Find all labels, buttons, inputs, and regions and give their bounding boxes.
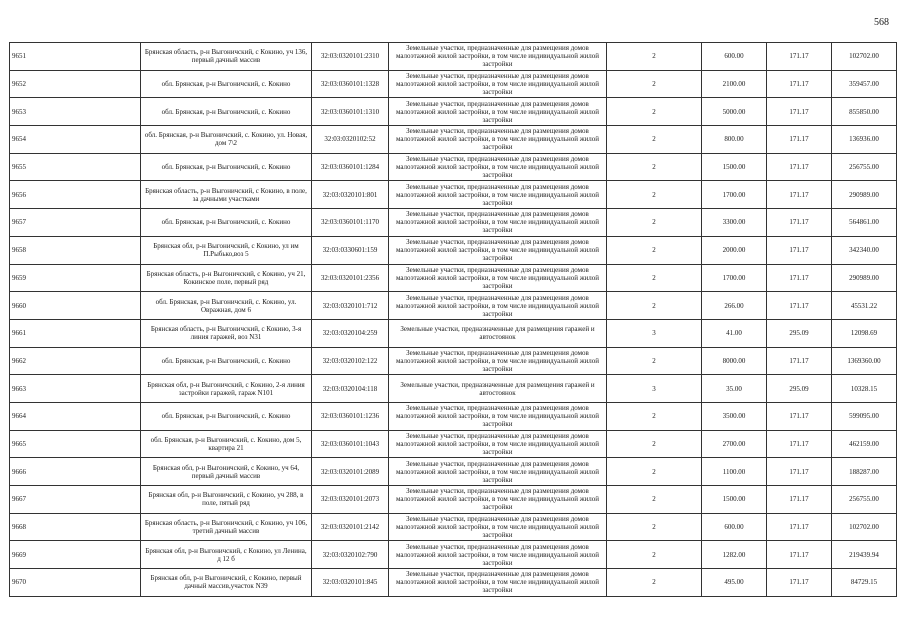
cadastral-value-cell: 342340.00 (832, 236, 897, 264)
specific-value-cell: 171.17 (767, 402, 832, 430)
table-row (10, 375, 897, 403)
group-cell: 2 (607, 292, 702, 320)
row-number: 9653 (10, 98, 141, 126)
address-cell: Брянская обл, р-н Выгоничский, с Кокино, 2-я линия застройки гаражей, гараж N101 (141, 375, 312, 403)
cadastral-number-cell: 32:03:0320101:2089 (312, 458, 389, 486)
address-cell: обл. Брянская, р-н Выгоничский, с. Кокино, ул. Новая, дом 7\2 (141, 126, 312, 154)
specific-value-cell: 171.17 (767, 513, 832, 541)
land-use-cell: Земельные участки, предназначенные для размещения домов малоэтажной жилой застройки, в том числе индивидуальной жилой застройки (389, 402, 607, 430)
group-cell: 2 (607, 236, 702, 264)
land-use-cell: Земельные участки, предназначенные для размещения домов малоэтажной жилой застройки, в том числе индивидуальной жилой застройки (389, 209, 607, 237)
table-row (10, 153, 897, 181)
land-use-cell: Земельные участки, предназначенные для размещения домов малоэтажной жилой застройки, в том числе индивидуальной жилой застройки (389, 486, 607, 514)
cadastral-value-cell: 102702.00 (832, 43, 897, 71)
land-use-cell: Земельные участки, предназначенные для размещения домов малоэтажной жилой застройки, в том числе индивидуальной жилой застройки (389, 347, 607, 375)
cadastral-value-cell: 855850.00 (832, 98, 897, 126)
specific-value-cell: 171.17 (767, 153, 832, 181)
cadastral-number-cell: 32:03:0320104:118 (312, 375, 389, 403)
land-use-cell: Земельные участки, предназначенные для размещения домов малоэтажной жилой застройки, в том числе индивидуальной жилой застройки (389, 236, 607, 264)
specific-value-cell: 295.09 (767, 375, 832, 403)
table-body (10, 43, 897, 597)
cadastral-value-cell: 256755.00 (832, 486, 897, 514)
area-cell: 35.00 (702, 375, 767, 403)
specific-value-cell: 171.17 (767, 458, 832, 486)
cadastral-value-cell: 12098.69 (832, 319, 897, 347)
cadastral-number-cell: 32:03:0320101:801 (312, 181, 389, 209)
address-cell: обл. Брянская, р-н Выгоничский, с. Кокино, дом 5, квартира 21 (141, 430, 312, 458)
area-cell: 266.00 (702, 292, 767, 320)
table-row (10, 513, 897, 541)
cadastral-value-cell: 188287.00 (832, 458, 897, 486)
area-cell: 600.00 (702, 513, 767, 541)
group-cell: 2 (607, 126, 702, 154)
row-number: 9655 (10, 153, 141, 181)
area-cell: 3300.00 (702, 209, 767, 237)
table-row (10, 402, 897, 430)
address-cell: Брянская обл, р-н Выгоничский, с Кокино, ул им П.Рыбько,воз 5 (141, 236, 312, 264)
land-use-cell: Земельные участки, предназначенные для размещения домов малоэтажной жилой застройки, в том числе индивидуальной жилой застройки (389, 458, 607, 486)
group-cell: 2 (607, 541, 702, 569)
address-cell: Брянская область, р-н Выгоничский, с Кокино, уч 106, третий дачный массив (141, 513, 312, 541)
group-cell: 2 (607, 486, 702, 514)
land-use-cell: Земельные участки, предназначенные для размещения домов малоэтажной жилой застройки, в том числе индивидуальной жилой застройки (389, 569, 607, 597)
cadastral-value-cell: 45531.22 (832, 292, 897, 320)
table-row (10, 430, 897, 458)
table-row (10, 126, 897, 154)
land-use-cell: Земельные участки, предназначенные для размещения домов малоэтажной жилой застройки, в том числе индивидуальной жилой застройки (389, 430, 607, 458)
specific-value-cell: 171.17 (767, 347, 832, 375)
row-number: 9651 (10, 43, 141, 71)
cadastral-number-cell: 32:03:0360101:1284 (312, 153, 389, 181)
address-cell: Брянская область, р-н Выгоничский, с Кокино, уч 136, первый дачный массив (141, 43, 312, 71)
area-cell: 2700.00 (702, 430, 767, 458)
land-use-cell: Земельные участки, предназначенные для размещения домов малоэтажной жилой застройки, в том числе индивидуальной жилой застройки (389, 98, 607, 126)
specific-value-cell: 295.09 (767, 319, 832, 347)
address-cell: Брянская обл, р-н Выгоничский, с Кокино, уч 288, в поле, пятый ряд (141, 486, 312, 514)
land-use-cell: Земельные участки, предназначенные для размещения домов малоэтажной жилой застройки, в том числе индивидуальной жилой застройки (389, 181, 607, 209)
table-row (10, 347, 897, 375)
address-cell: обл. Брянская, р-н Выгоничский, с. Кокино (141, 209, 312, 237)
specific-value-cell: 171.17 (767, 98, 832, 126)
row-number: 9654 (10, 126, 141, 154)
cadastral-value-cell: 10328.15 (832, 375, 897, 403)
cadastral-number-cell: 32:03:0360101:1328 (312, 70, 389, 98)
table-row (10, 43, 897, 71)
cadastral-value-cell: 359457.00 (832, 70, 897, 98)
row-number: 9656 (10, 181, 141, 209)
group-cell: 2 (607, 43, 702, 71)
cadastral-value-cell: 1369360.00 (832, 347, 897, 375)
group-cell: 2 (607, 181, 702, 209)
group-cell: 3 (607, 319, 702, 347)
group-cell: 2 (607, 569, 702, 597)
specific-value-cell: 171.17 (767, 292, 832, 320)
specific-value-cell: 171.17 (767, 264, 832, 292)
specific-value-cell: 171.17 (767, 209, 832, 237)
area-cell: 41.00 (702, 319, 767, 347)
row-number: 9652 (10, 70, 141, 98)
group-cell: 2 (607, 402, 702, 430)
row-number: 9665 (10, 430, 141, 458)
area-cell: 1700.00 (702, 264, 767, 292)
address-cell: Брянская обл, р-н Выгоничский, с Кокино, уч 64, первый дачный массив (141, 458, 312, 486)
row-number: 9670 (10, 569, 141, 597)
cadastral-value-cell: 564861.00 (832, 209, 897, 237)
land-use-cell: Земельные участки, предназначенные для размещения гаражей и автостоянок (389, 375, 607, 403)
area-cell: 600.00 (702, 43, 767, 71)
group-cell: 2 (607, 264, 702, 292)
cadastral-number-cell: 32:03:0360101:1170 (312, 209, 389, 237)
cadastral-number-cell: 32:03:0360101:1043 (312, 430, 389, 458)
address-cell: обл. Брянская, р-н Выгоничский, с. Кокино (141, 402, 312, 430)
cadastral-value-cell: 102702.00 (832, 513, 897, 541)
cadastral-value-cell: 84729.15 (832, 569, 897, 597)
address-cell: Брянская обл, р-н Выгоничский, с Кокино, первый дачный массив,участок N39 (141, 569, 312, 597)
address-cell: Брянская область, р-н Выгоничский, с Кокино, в поле, за дачными участками (141, 181, 312, 209)
row-number: 9664 (10, 402, 141, 430)
row-number: 9658 (10, 236, 141, 264)
specific-value-cell: 171.17 (767, 236, 832, 264)
area-cell: 5000.00 (702, 98, 767, 126)
cadastral-value-cell: 290989.00 (832, 264, 897, 292)
land-use-cell: Земельные участки, предназначенные для размещения домов малоэтажной жилой застройки, в том числе индивидуальной жилой застройки (389, 43, 607, 71)
table-row (10, 486, 897, 514)
row-number: 9660 (10, 292, 141, 320)
area-cell: 2000.00 (702, 236, 767, 264)
row-number: 9667 (10, 486, 141, 514)
cadastral-number-cell: 32:03:0320101:712 (312, 292, 389, 320)
row-number: 9669 (10, 541, 141, 569)
table-row (10, 181, 897, 209)
table-row (10, 209, 897, 237)
table-row (10, 98, 897, 126)
address-cell: обл. Брянская, р-н Выгоничский, с. Кокино (141, 347, 312, 375)
row-number: 9666 (10, 458, 141, 486)
land-use-cell: Земельные участки, предназначенные для размещения домов малоэтажной жилой застройки, в том числе индивидуальной жилой застройки (389, 264, 607, 292)
address-cell: Брянская область, р-н Выгоничский, с Кокино, 3-я линия гаражей, воз N31 (141, 319, 312, 347)
table-row (10, 264, 897, 292)
cadastral-value-cell: 599095.00 (832, 402, 897, 430)
land-use-cell: Земельные участки, предназначенные для размещения домов малоэтажной жилой застройки, в том числе индивидуальной жилой застройки (389, 292, 607, 320)
table-row (10, 569, 897, 597)
row-number: 9659 (10, 264, 141, 292)
row-number: 9662 (10, 347, 141, 375)
specific-value-cell: 171.17 (767, 430, 832, 458)
area-cell: 1100.00 (702, 458, 767, 486)
table-row (10, 319, 897, 347)
specific-value-cell: 171.17 (767, 541, 832, 569)
area-cell: 800.00 (702, 126, 767, 154)
table-row (10, 70, 897, 98)
area-cell: 1500.00 (702, 486, 767, 514)
specific-value-cell: 171.17 (767, 70, 832, 98)
cadastral-number-cell: 32:03:0320101:845 (312, 569, 389, 597)
cadastral-number-cell: 32:03:0320104:259 (312, 319, 389, 347)
group-cell: 2 (607, 70, 702, 98)
area-cell: 3500.00 (702, 402, 767, 430)
group-cell: 2 (607, 513, 702, 541)
row-number: 9663 (10, 375, 141, 403)
address-cell: Брянская область, р-н Выгоничский, с Кокино, уч 21, Кокинское поле, первый ряд (141, 264, 312, 292)
table-row (10, 541, 897, 569)
specific-value-cell: 171.17 (767, 181, 832, 209)
row-number: 9668 (10, 513, 141, 541)
land-use-cell: Земельные участки, предназначенные для размещения домов малоэтажной жилой застройки, в том числе индивидуальной жилой застройки (389, 513, 607, 541)
land-use-cell: Земельные участки, предназначенные для размещения домов малоэтажной жилой застройки, в том числе индивидуальной жилой застройки (389, 70, 607, 98)
cadastral-number-cell: 32:03:0330601:159 (312, 236, 389, 264)
land-use-cell: Земельные участки, предназначенные для размещения гаражей и автостоянок (389, 319, 607, 347)
specific-value-cell: 171.17 (767, 486, 832, 514)
cadastral-number-cell: 32:03:0320101:2310 (312, 43, 389, 71)
area-cell: 1500.00 (702, 153, 767, 181)
cadastral-number-cell: 32:03:0320101:2142 (312, 513, 389, 541)
cadastral-value-table (9, 42, 897, 597)
page-number: 568 (874, 17, 889, 28)
area-cell: 495.00 (702, 569, 767, 597)
table-row (10, 292, 897, 320)
cadastral-value-cell: 290989.00 (832, 181, 897, 209)
address-cell: обл. Брянская, р-н Выгоничский, с. Кокино (141, 70, 312, 98)
table-row (10, 458, 897, 486)
row-number: 9661 (10, 319, 141, 347)
address-cell: обл. Брянская, р-н Выгоничский, с. Кокино, ул. Овражная, дом 6 (141, 292, 312, 320)
cadastral-value-cell: 462159.00 (832, 430, 897, 458)
cadastral-number-cell: 32:03:0320101:2073 (312, 486, 389, 514)
cadastral-number-cell: 32:03:0320102:122 (312, 347, 389, 375)
cadastral-number-cell: 32:03:0320101:2356 (312, 264, 389, 292)
cadastral-number-cell: 32:03:0360101:1236 (312, 402, 389, 430)
specific-value-cell: 171.17 (767, 43, 832, 71)
cadastral-number-cell: 32:03:0360101:1310 (312, 98, 389, 126)
address-cell: Брянская обл, р-н Выгоничский, с Кокино, ул Ленина, д 12 б (141, 541, 312, 569)
cadastral-value-cell: 256755.00 (832, 153, 897, 181)
specific-value-cell: 171.17 (767, 569, 832, 597)
group-cell: 2 (607, 347, 702, 375)
table-row (10, 236, 897, 264)
group-cell: 2 (607, 430, 702, 458)
land-use-cell: Земельные участки, предназначенные для размещения домов малоэтажной жилой застройки, в том числе индивидуальной жилой застройки (389, 126, 607, 154)
land-use-cell: Земельные участки, предназначенные для размещения домов малоэтажной жилой застройки, в том числе индивидуальной жилой застройки (389, 541, 607, 569)
group-cell: 2 (607, 98, 702, 126)
cadastral-value-cell: 219439.94 (832, 541, 897, 569)
area-cell: 8000.00 (702, 347, 767, 375)
address-cell: обл. Брянская, р-н Выгоничский, с. Кокино (141, 98, 312, 126)
cadastral-value-cell: 136936.00 (832, 126, 897, 154)
row-number: 9657 (10, 209, 141, 237)
land-use-cell: Земельные участки, предназначенные для размещения домов малоэтажной жилой застройки, в том числе индивидуальной жилой застройки (389, 153, 607, 181)
group-cell: 3 (607, 375, 702, 403)
cadastral-number-cell: 32:03:0320102:790 (312, 541, 389, 569)
address-cell: обл. Брянская, р-н Выгоничский, с. Кокино (141, 153, 312, 181)
area-cell: 1282.00 (702, 541, 767, 569)
group-cell: 2 (607, 153, 702, 181)
group-cell: 2 (607, 458, 702, 486)
area-cell: 2100.00 (702, 70, 767, 98)
cadastral-number-cell: 32:03:0320102:52 (312, 126, 389, 154)
specific-value-cell: 171.17 (767, 126, 832, 154)
area-cell: 1700.00 (702, 181, 767, 209)
group-cell: 2 (607, 209, 702, 237)
